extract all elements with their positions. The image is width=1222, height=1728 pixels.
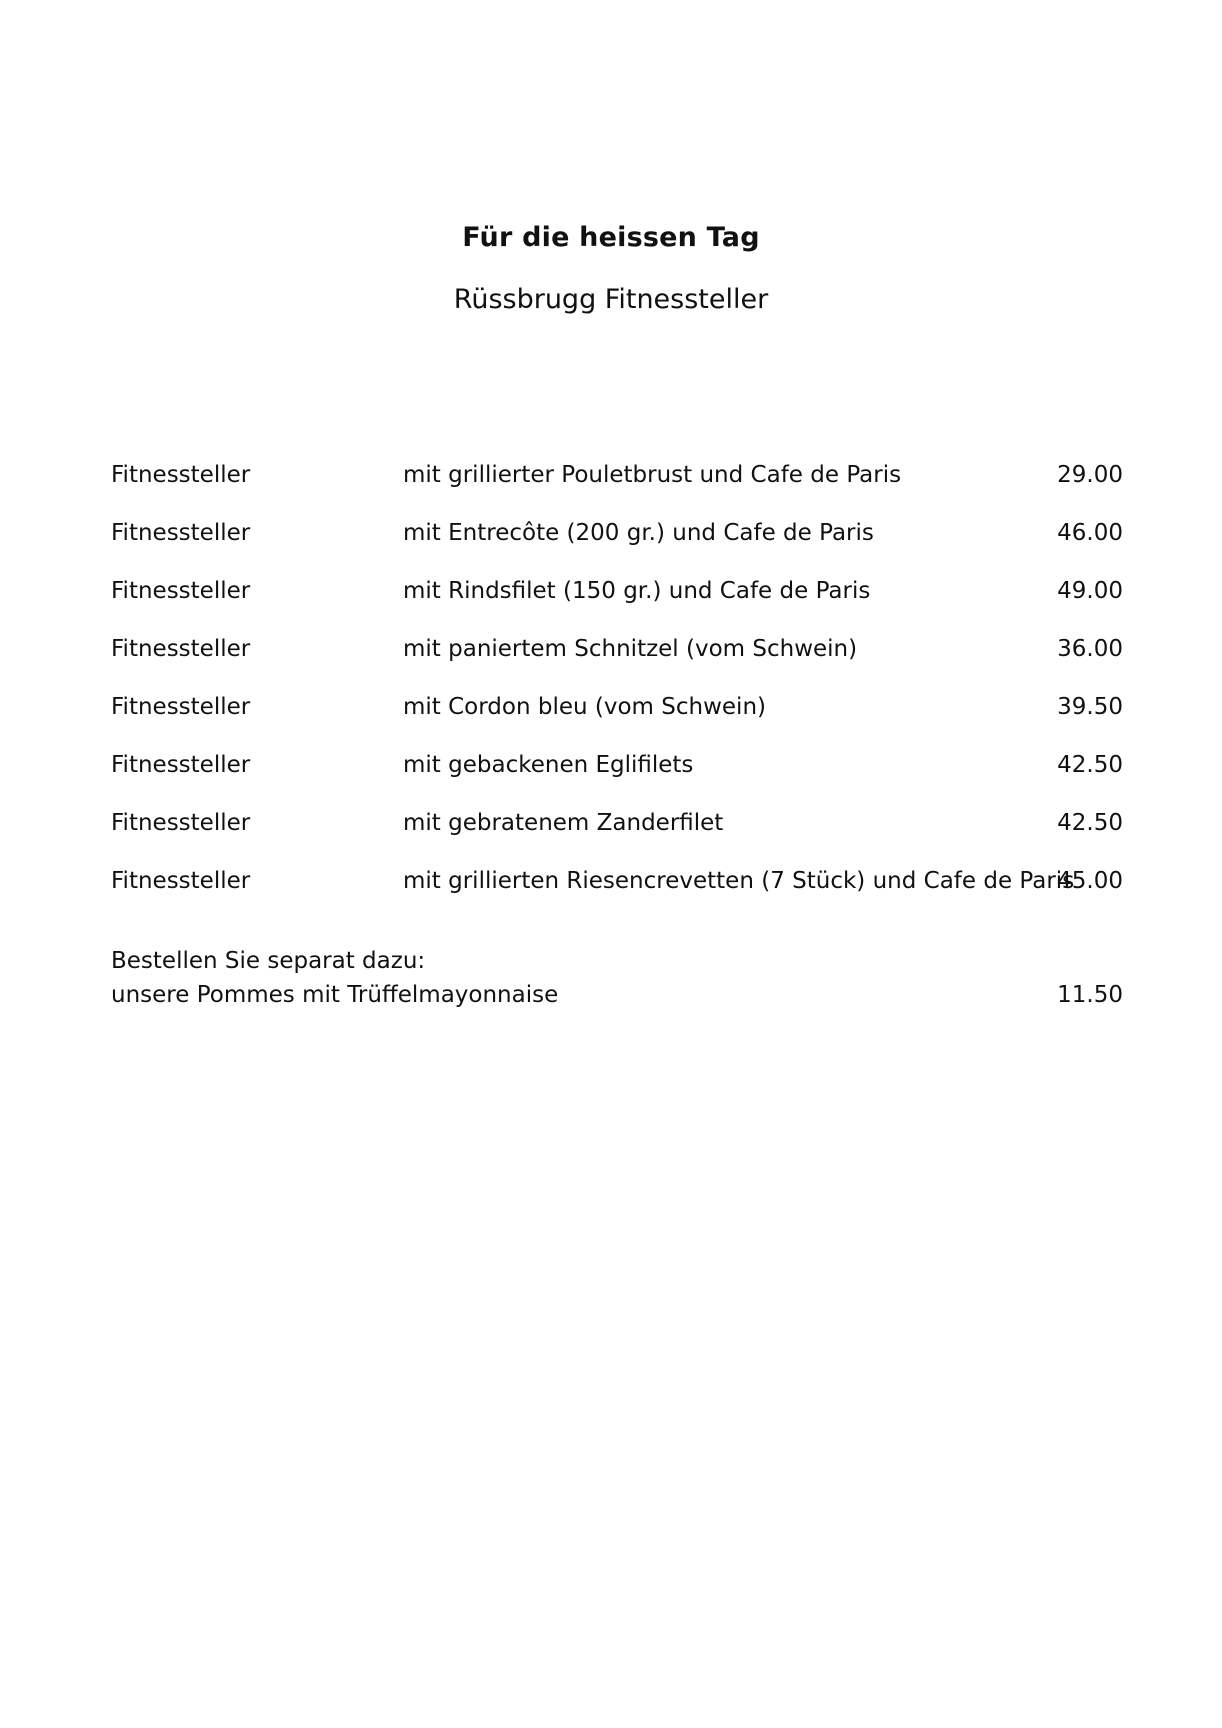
menu-item-name: Fitnessteller (111, 520, 251, 546)
menu-row (111, 455, 1123, 513)
menu-row (111, 629, 1123, 687)
side-order-item: unsere Pommes mit Trüffelmayonnaise (111, 982, 559, 1008)
menu-row (111, 745, 1123, 803)
menu-item-name: Fitnessteller (111, 810, 251, 836)
menu-item-price: 46.00 (1057, 520, 1123, 546)
menu-list (111, 455, 1123, 919)
page-title: Für die heissen Tag (462, 222, 760, 253)
menu-row (111, 687, 1123, 745)
menu-item-price: 36.00 (1057, 636, 1123, 662)
menu-row (111, 803, 1123, 861)
menu-item-price: 29.00 (1057, 462, 1123, 488)
menu-item-price: 45.00 (1057, 868, 1123, 894)
menu-item-description: mit Cordon bleu (vom Schwein) (403, 694, 766, 720)
menu-row (111, 861, 1123, 919)
menu-item-price: 49.00 (1057, 578, 1123, 604)
menu-item-name: Fitnessteller (111, 752, 251, 778)
menu-item-price: 39.50 (1057, 694, 1123, 720)
menu-item-price: 42.50 (1057, 752, 1123, 778)
menu-item-name: Fitnessteller (111, 462, 251, 488)
menu-item-name: Fitnessteller (111, 694, 251, 720)
menu-item-description: mit grillierter Pouletbrust und Cafe de Paris (403, 462, 902, 488)
menu-row (111, 513, 1123, 571)
side-order-price: 11.50 (1057, 982, 1123, 1008)
side-order-section (111, 944, 1123, 1012)
menu-item-description: mit grillierten Riesencrevetten (7 Stück) und Cafe de Paris (403, 868, 1075, 894)
side-order-row (111, 978, 1123, 1012)
menu-item-description: mit paniertem Schnitzel (vom Schwein) (403, 636, 858, 662)
side-order-intro: Bestellen Sie separat dazu: (111, 948, 426, 974)
menu-item-name: Fitnessteller (111, 868, 251, 894)
page-subtitle: Rüssbrugg Fitnessteller (453, 284, 769, 315)
menu-item-name: Fitnessteller (111, 578, 251, 604)
menu-item-description: mit Entrecôte (200 gr.) und Cafe de Paris (403, 520, 874, 546)
menu-item-description: mit gebackenen Eglifilets (403, 752, 694, 778)
menu-row (111, 571, 1123, 629)
menu-item-description: mit Rindsfilet (150 gr.) und Cafe de Paris (403, 578, 871, 604)
menu-item-name: Fitnessteller (111, 636, 251, 662)
menu-item-price: 42.50 (1057, 810, 1123, 836)
menu-item-description: mit gebratenem Zanderfilet (403, 810, 724, 836)
